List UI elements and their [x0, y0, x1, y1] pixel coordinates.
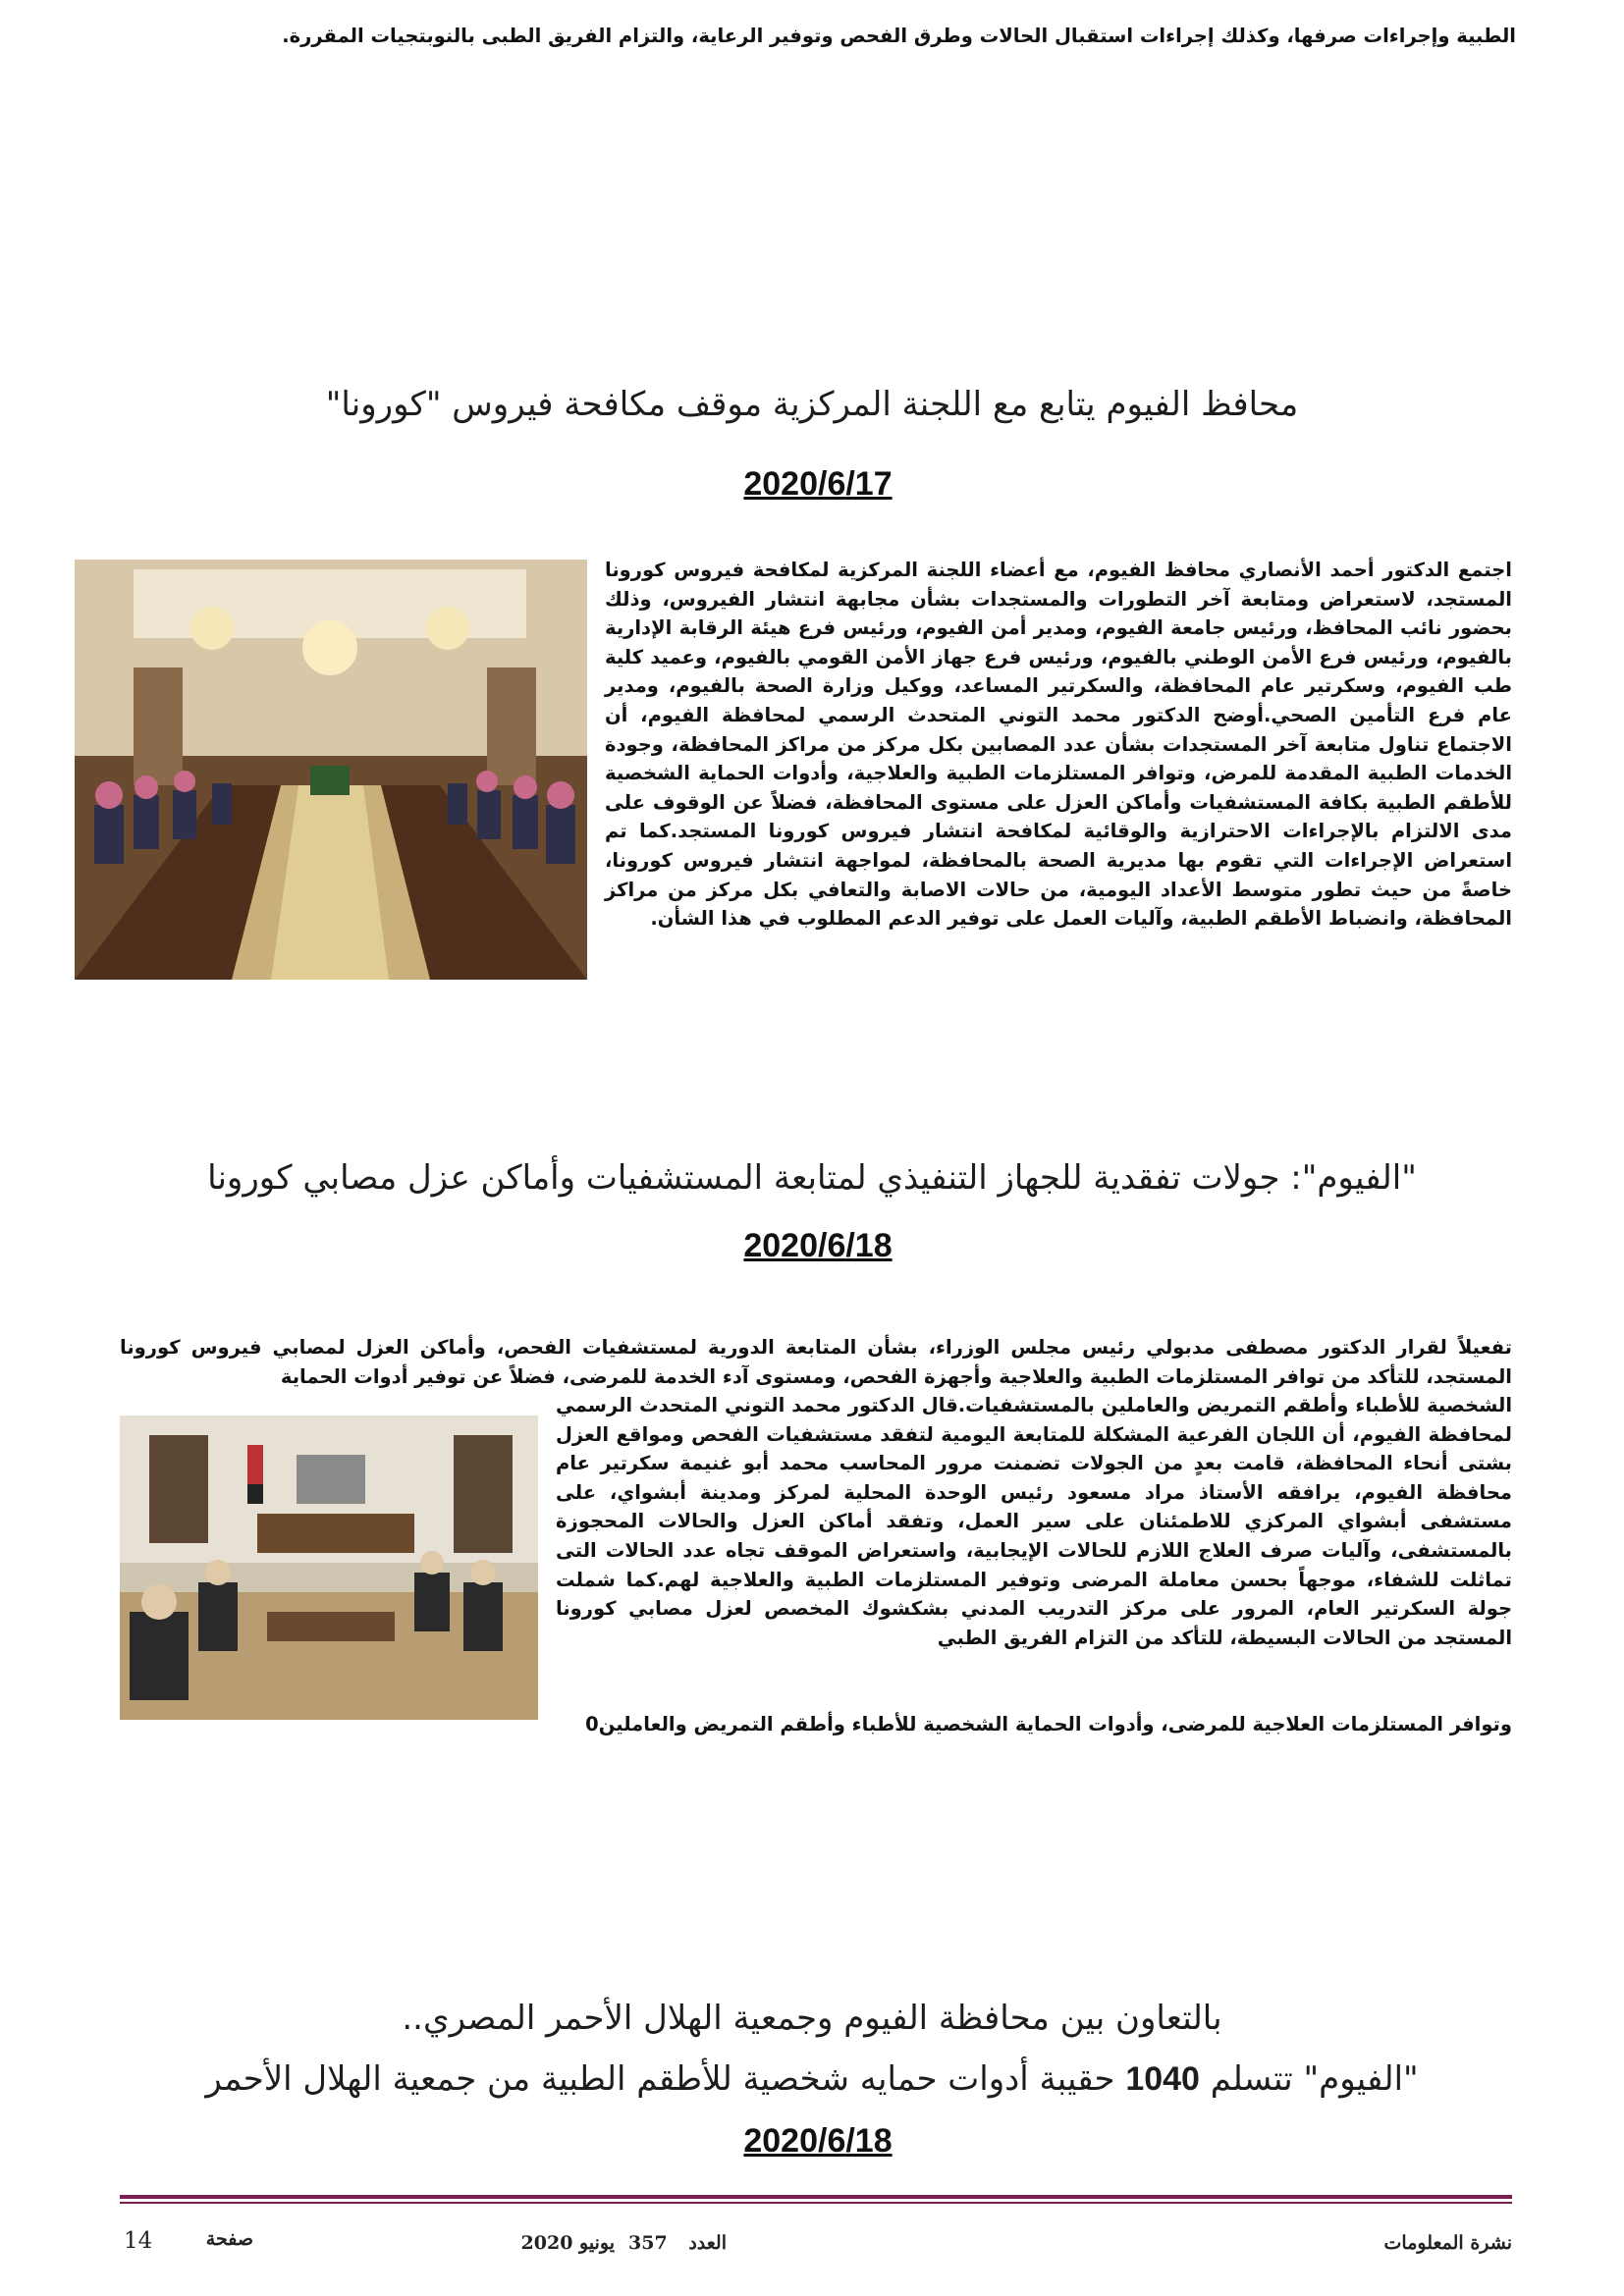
article3-title-line1: بالتعاون بين محافظة الفيوم وجمعية الهلال الأحمر المصري.. [402, 1999, 1222, 2038]
footer-issue-label: العدد [688, 2232, 727, 2254]
article1-title: محافظ الفيوم يتابع مع اللجنة المركزية موقف مكافحة فيروس "كورونا" [325, 385, 1299, 424]
meeting-room-photo [75, 560, 587, 980]
article1-date: 2020/6/17 [743, 465, 893, 503]
continuation-paragraph: الطبية وإجراءات صرفها، وكذلك إجراءات استقبال الحالات وطرق الفحص وتوفير الرعاية، والتزام الفريق الطبى بالنوبتجيات المقررة. [282, 25, 1516, 47]
meeting-room-illustration [75, 560, 587, 980]
footer-page-label: صفحة [205, 2228, 253, 2250]
article1-body: اجتمع الدكتور أحمد الأنصاري محافظ الفيوم، مع أعضاء اللجنة المركزية لمكافحة فيروس كورونا المستجد، لاستعراض ومتابعة آخر التطورات والمستجدات بشأن مجابهة انتشار الفيروس، وذلك بحضور نائب المحافظ، ورئيس جامعة الفيوم، ومدير أمن الفيوم، ورئيس فرع هيئة الرقابة الإدارية بالفيوم، ورئيس فرع الأمن الوطني بالفيوم، ورئيس فرع جهاز الأمن القومي بالفيوم، وعميد كلية طب الفيوم، وسكرتير عام المحافظة، والسكرتير المساعد، ووكيل وزارة الصحة بالفيوم، ومدير عام فرع التأمين الصحي.أوضح الدكتور محمد التوني المتحدث الرسمي لمحافظة الفيوم، أن الاجتماع تناول متابعة آخر المستجدات بشأن عدد المصابين بكل مركز من مراكز المحافظة، وجودة الخدمات الطبية المقدمة للمرض، وتوافر المستلزمات الطبية والعلاجية، وأدوات الحماية الشخصية للأطقم الطبية بكافة المستشفيات وأماكن العزل على مستوى المحافظة، فضلاً عن الوقوف على مدى الالتزام بالإجراءات الاحترازية والوقائية لمكافحة انتشار فيروس كورونا المستجد.كما تم استعراض الإجراءات التي تقوم بها مديرية الصحة بالمحافظة، لمواجهة انتشار فيروس كورونا، خاصةً من حيث تطور متوسط الأعداد اليومية، من حالات الاصابة والتعافي بكل مركز من مراكز المحافظة، وانضباط الأطقم الطبية، وآليات العمل على توفير الدعم المطلوب في هذا الشأن. [605, 559, 1512, 931]
footer-issue-number: 357 [628, 2232, 668, 2254]
article3-title-pre: "الفيوم" تتسلم [1199, 2059, 1419, 2099]
footer-publication: نشرة المعلومات [1383, 2232, 1512, 2254]
article3-title-line2 [0, 2059, 1624, 2099]
article3-date: 2020/6/18 [743, 2122, 893, 2160]
article2-date: 2020/6/18 [743, 1227, 893, 1264]
footer-month: يونيو 2020 [520, 2232, 615, 2254]
article2-body-lead: تفعيلاً لقرار الدكتور مصطفى مدبولي رئيس مجلس الوزراء، بشأن المتابعة الدورية لمستشفيات الفحص، وأماكن العزل لمصابي فيروس كورونا المستجد، للتأكد من توافر المستلزمات الطبية والعلاجية وأجهزة الفحص، ومستوى آدء الخدمة للمرضى، فضلاً عن توفير أدوات الحماية [120, 1336, 1512, 1388]
footer-rule-bottom [120, 2202, 1512, 2204]
article3-title-post: حقيبة أدوات حمايه شخصية للأطقم الطبية من جمعية الهلال الأحمر [205, 2059, 1126, 2099]
footer-rule-top [120, 2195, 1512, 2199]
footer-page-number: 14 [124, 2228, 153, 2254]
article3-title-number: 1040 [1125, 2060, 1200, 2098]
office-meeting-photo [120, 1415, 538, 1720]
article2-body-tail: وتوافر المستلزمات العلاجية للمرضى، وأدوات الحماية الشخصية للأطباء وأطقم التمريض والعاملين0 [585, 1713, 1512, 1735]
article2-body-wrap: الشخصية للأطباء وأطقم التمريض والعاملين بالمستشفيات.قال الدكتور محمد التوني المتحدث الرسمي لمحافظة الفيوم، أن اللجان الفرعية المشكلة للمتابعة اليومية لتفقد مستشفيات الفحص ومواقع العزل بشتى أنحاء المحافظة، قامت بعدٍ من الجولات تضمنت مرور المحاسب محمد أبو غنيمة سكرتير عام محافظة الفيوم، يرافقه الأستاذ مراد مسعود رئيس الوحدة المحلية لمركز ومدينة أبشواي، على مستشفى أبشواي المركزي للاطمئنان على سير العمل، وتفقد أماكن العزل والحالات المحجوزة بالمستشفى، وآليات صرف العلاج اللازم للحالات الإيجابية، واستعراض الموقف تجاه عدد الحالات التى تماثلت للشفاء، موجهاً بحسن معاملة المرضى وتوفير المستلزمات الطبية والعلاجية لهم.كما شملت جولة السكرتير العام، المرور على مركز التدريب المدني بشكشوك المخصص لعزل مصابي كورونا المستجد من الحالات البسيطة، للتأكد من التزام الفريق الطبي [556, 1394, 1512, 1649]
article2-title: "الفيوم": جولات تفقدية للجهاز التنفيذي لمتابعة المستشفيات وأماكن عزل مصابي كورونا [207, 1158, 1417, 1198]
office-meeting-illustration [120, 1415, 538, 1720]
